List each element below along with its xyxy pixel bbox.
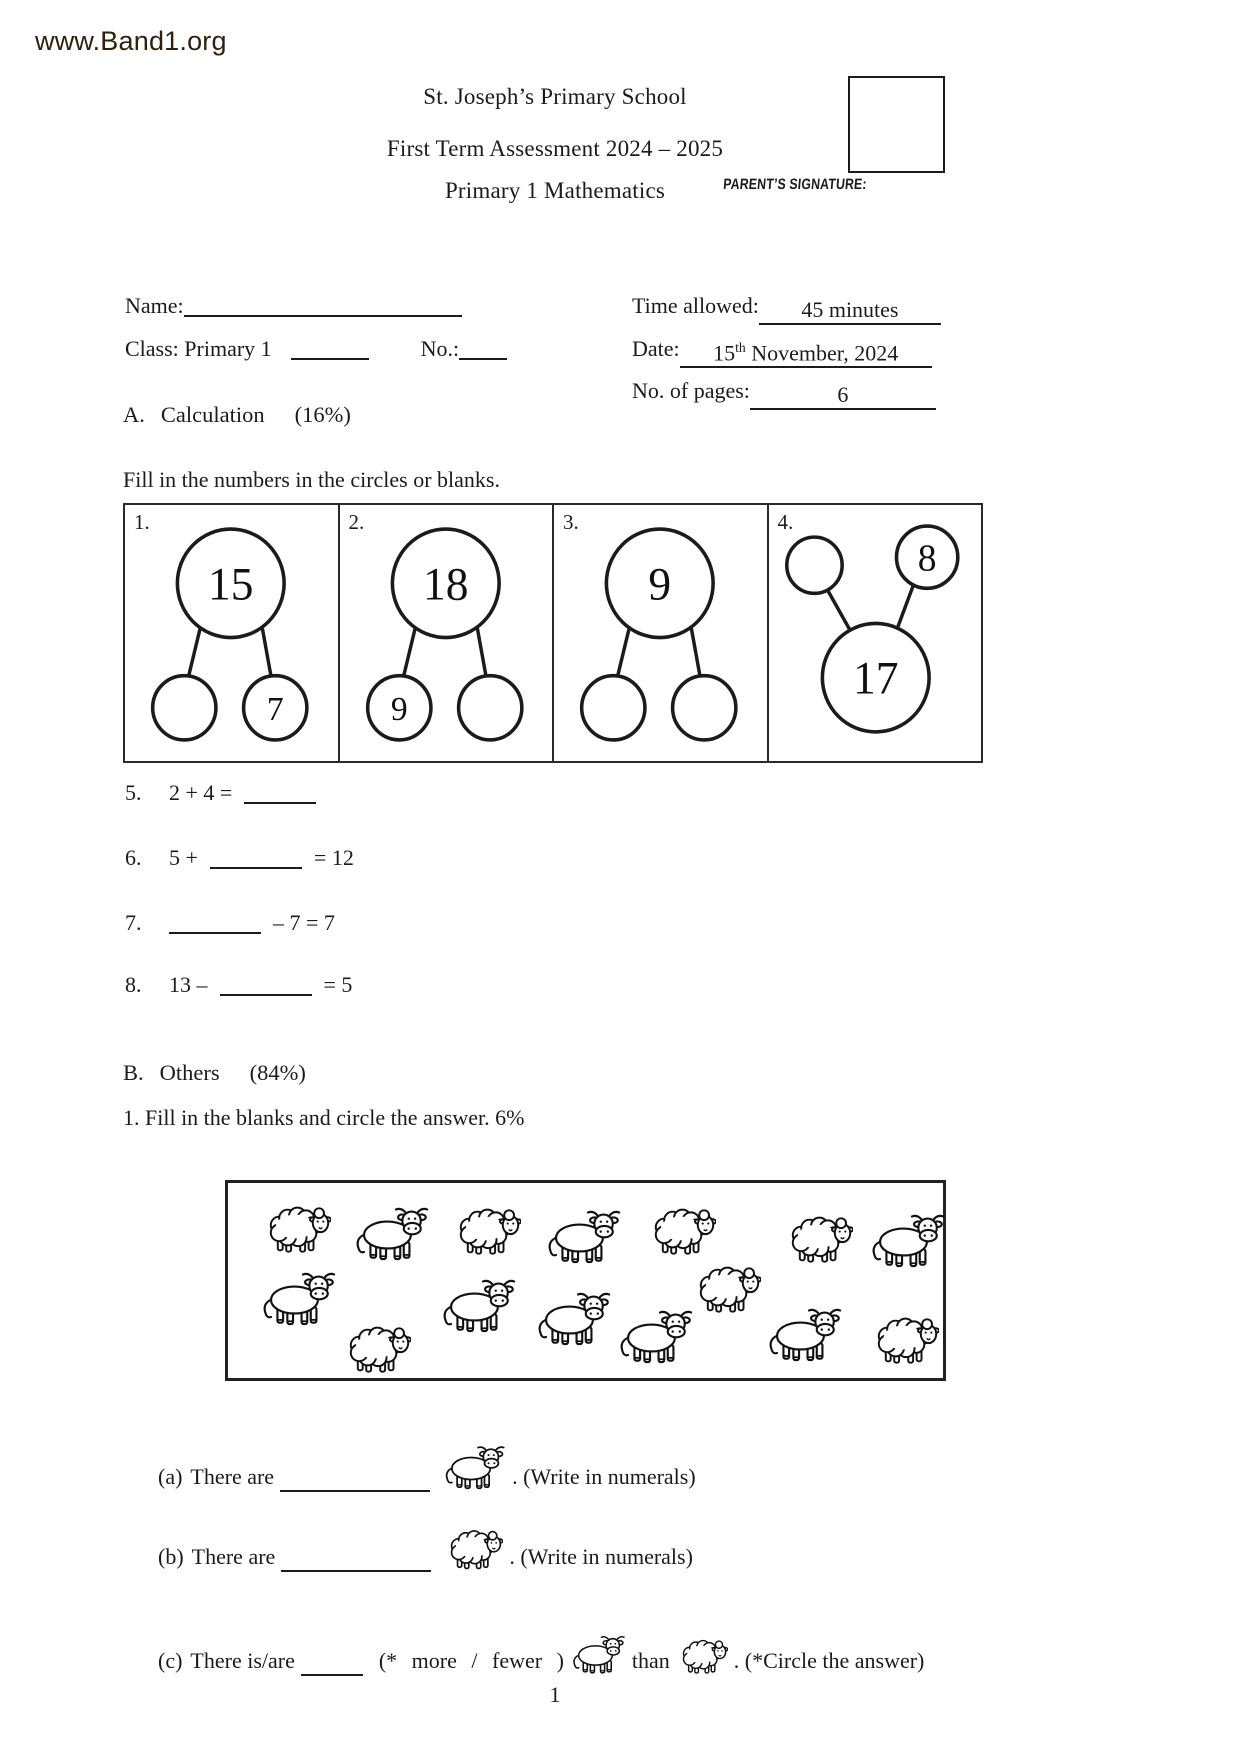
- answer-blank: [280, 1468, 430, 1492]
- number-bond-diagram: [340, 505, 553, 761]
- cow-icon: [259, 1271, 337, 1329]
- no-blank: [459, 336, 507, 360]
- answer-blank: [281, 1548, 431, 1572]
- answer-blank: [301, 1652, 363, 1676]
- sheep-icon: [869, 1315, 939, 1367]
- more-fewer-options: (* more / fewer ): [378, 1648, 564, 1673]
- sheep-icon: [341, 1324, 411, 1376]
- assessment-title: First Term Assessment 2024 – 2025: [386, 136, 724, 161]
- sheep-icon: [783, 1214, 853, 1266]
- sheep-icon: [261, 1204, 331, 1256]
- date-value: 15th November, 2024: [680, 340, 932, 368]
- svg-text:18: 18: [422, 558, 468, 610]
- section-a-instruction: Fill in the numbers in the circles or blanks.: [123, 467, 500, 492]
- svg-text:8: 8: [917, 536, 937, 580]
- number-bond-3: [552, 505, 767, 761]
- problem-8: 8. 13 – = 5: [125, 972, 353, 997]
- subject-title: Primary 1 Mathematics: [444, 178, 666, 203]
- question-a-row: (a) There are . (Write in numerals): [158, 1432, 696, 1492]
- number-bond-1: [125, 505, 338, 761]
- question-1-instruction: 1. Fill in the blanks and circle the answer. 6%: [123, 1105, 525, 1130]
- section-a-heading: A. Calculation (16%): [123, 402, 351, 427]
- parent-signature-label: PARENT’S SIGNATURE:: [722, 176, 868, 193]
- number-bond-diagram: [554, 505, 767, 761]
- bond-label: 3.: [563, 510, 579, 534]
- time-allowed-row: [632, 293, 941, 325]
- sheep-icon: [691, 1264, 761, 1316]
- svg-text:9: 9: [648, 558, 672, 610]
- watermark: www.Band1.org: [35, 26, 227, 56]
- bond-label: 1.: [134, 510, 150, 534]
- number-bond-diagram: [769, 505, 982, 761]
- answer-blank: [210, 845, 302, 869]
- name-row: [125, 293, 462, 319]
- class-row: [125, 336, 507, 362]
- time-allowed-label: Time allowed:: [632, 293, 759, 318]
- name-label: Name:: [125, 293, 184, 318]
- class-label: Class: Primary 1: [125, 336, 272, 361]
- pages-row: [632, 378, 936, 410]
- date-label: Date:: [632, 336, 680, 361]
- pages-value: 6: [750, 382, 936, 410]
- cow-icon: [570, 1635, 626, 1676]
- sheep-icon: [443, 1528, 503, 1572]
- number-bond-diagram: [125, 505, 338, 761]
- cow-icon: [534, 1291, 612, 1349]
- page-number: 1: [549, 1682, 561, 1707]
- cow-icon: [439, 1278, 517, 1336]
- number-bond-table: [123, 503, 983, 763]
- question-b-row: (b) There are . (Write in numerals): [158, 1514, 693, 1572]
- sheep-icon: [451, 1206, 521, 1258]
- question-c-row: (c) There is/are (* more / fewer ) than . (*Circle the answer): [158, 1628, 924, 1676]
- parent-signature-box: [848, 76, 945, 173]
- date-row: [632, 336, 932, 368]
- time-allowed-value: 45 minutes: [759, 297, 941, 325]
- pages-label: No. of pages:: [632, 378, 750, 403]
- bond-label: 4.: [777, 510, 794, 534]
- animal-box: [225, 1180, 946, 1381]
- cow-icon: [765, 1307, 843, 1365]
- cow-icon: [868, 1213, 946, 1271]
- answer-blank: [244, 780, 316, 804]
- cow-icon: [442, 1445, 506, 1492]
- problem-5: 5. 2 + 4 =: [125, 780, 328, 806]
- problem-6: 6. 5 + = 12: [125, 845, 354, 870]
- answer-blank: [169, 910, 261, 934]
- cow-icon: [544, 1209, 622, 1267]
- bond-label: 2.: [348, 510, 365, 534]
- answer-blank: [220, 972, 312, 996]
- sheep-icon: [646, 1206, 716, 1258]
- section-b-heading: B. Others (84%): [123, 1060, 306, 1085]
- cow-icon: [616, 1309, 694, 1367]
- svg-text:9: 9: [390, 690, 408, 728]
- problem-7: 7. – 7 = 7: [125, 910, 335, 935]
- svg-text:15: 15: [208, 558, 254, 610]
- school-name: St. Joseph’s Primary School: [423, 84, 687, 109]
- number-bond-2: [338, 505, 553, 761]
- name-blank: [184, 293, 462, 317]
- sheep-icon: [676, 1638, 728, 1676]
- svg-text:7: 7: [266, 690, 284, 728]
- svg-text:17: 17: [852, 652, 898, 704]
- number-bond-4: [767, 505, 982, 761]
- class-blank: [291, 336, 369, 360]
- no-label: No.:: [420, 336, 460, 361]
- cow-icon: [352, 1206, 430, 1264]
